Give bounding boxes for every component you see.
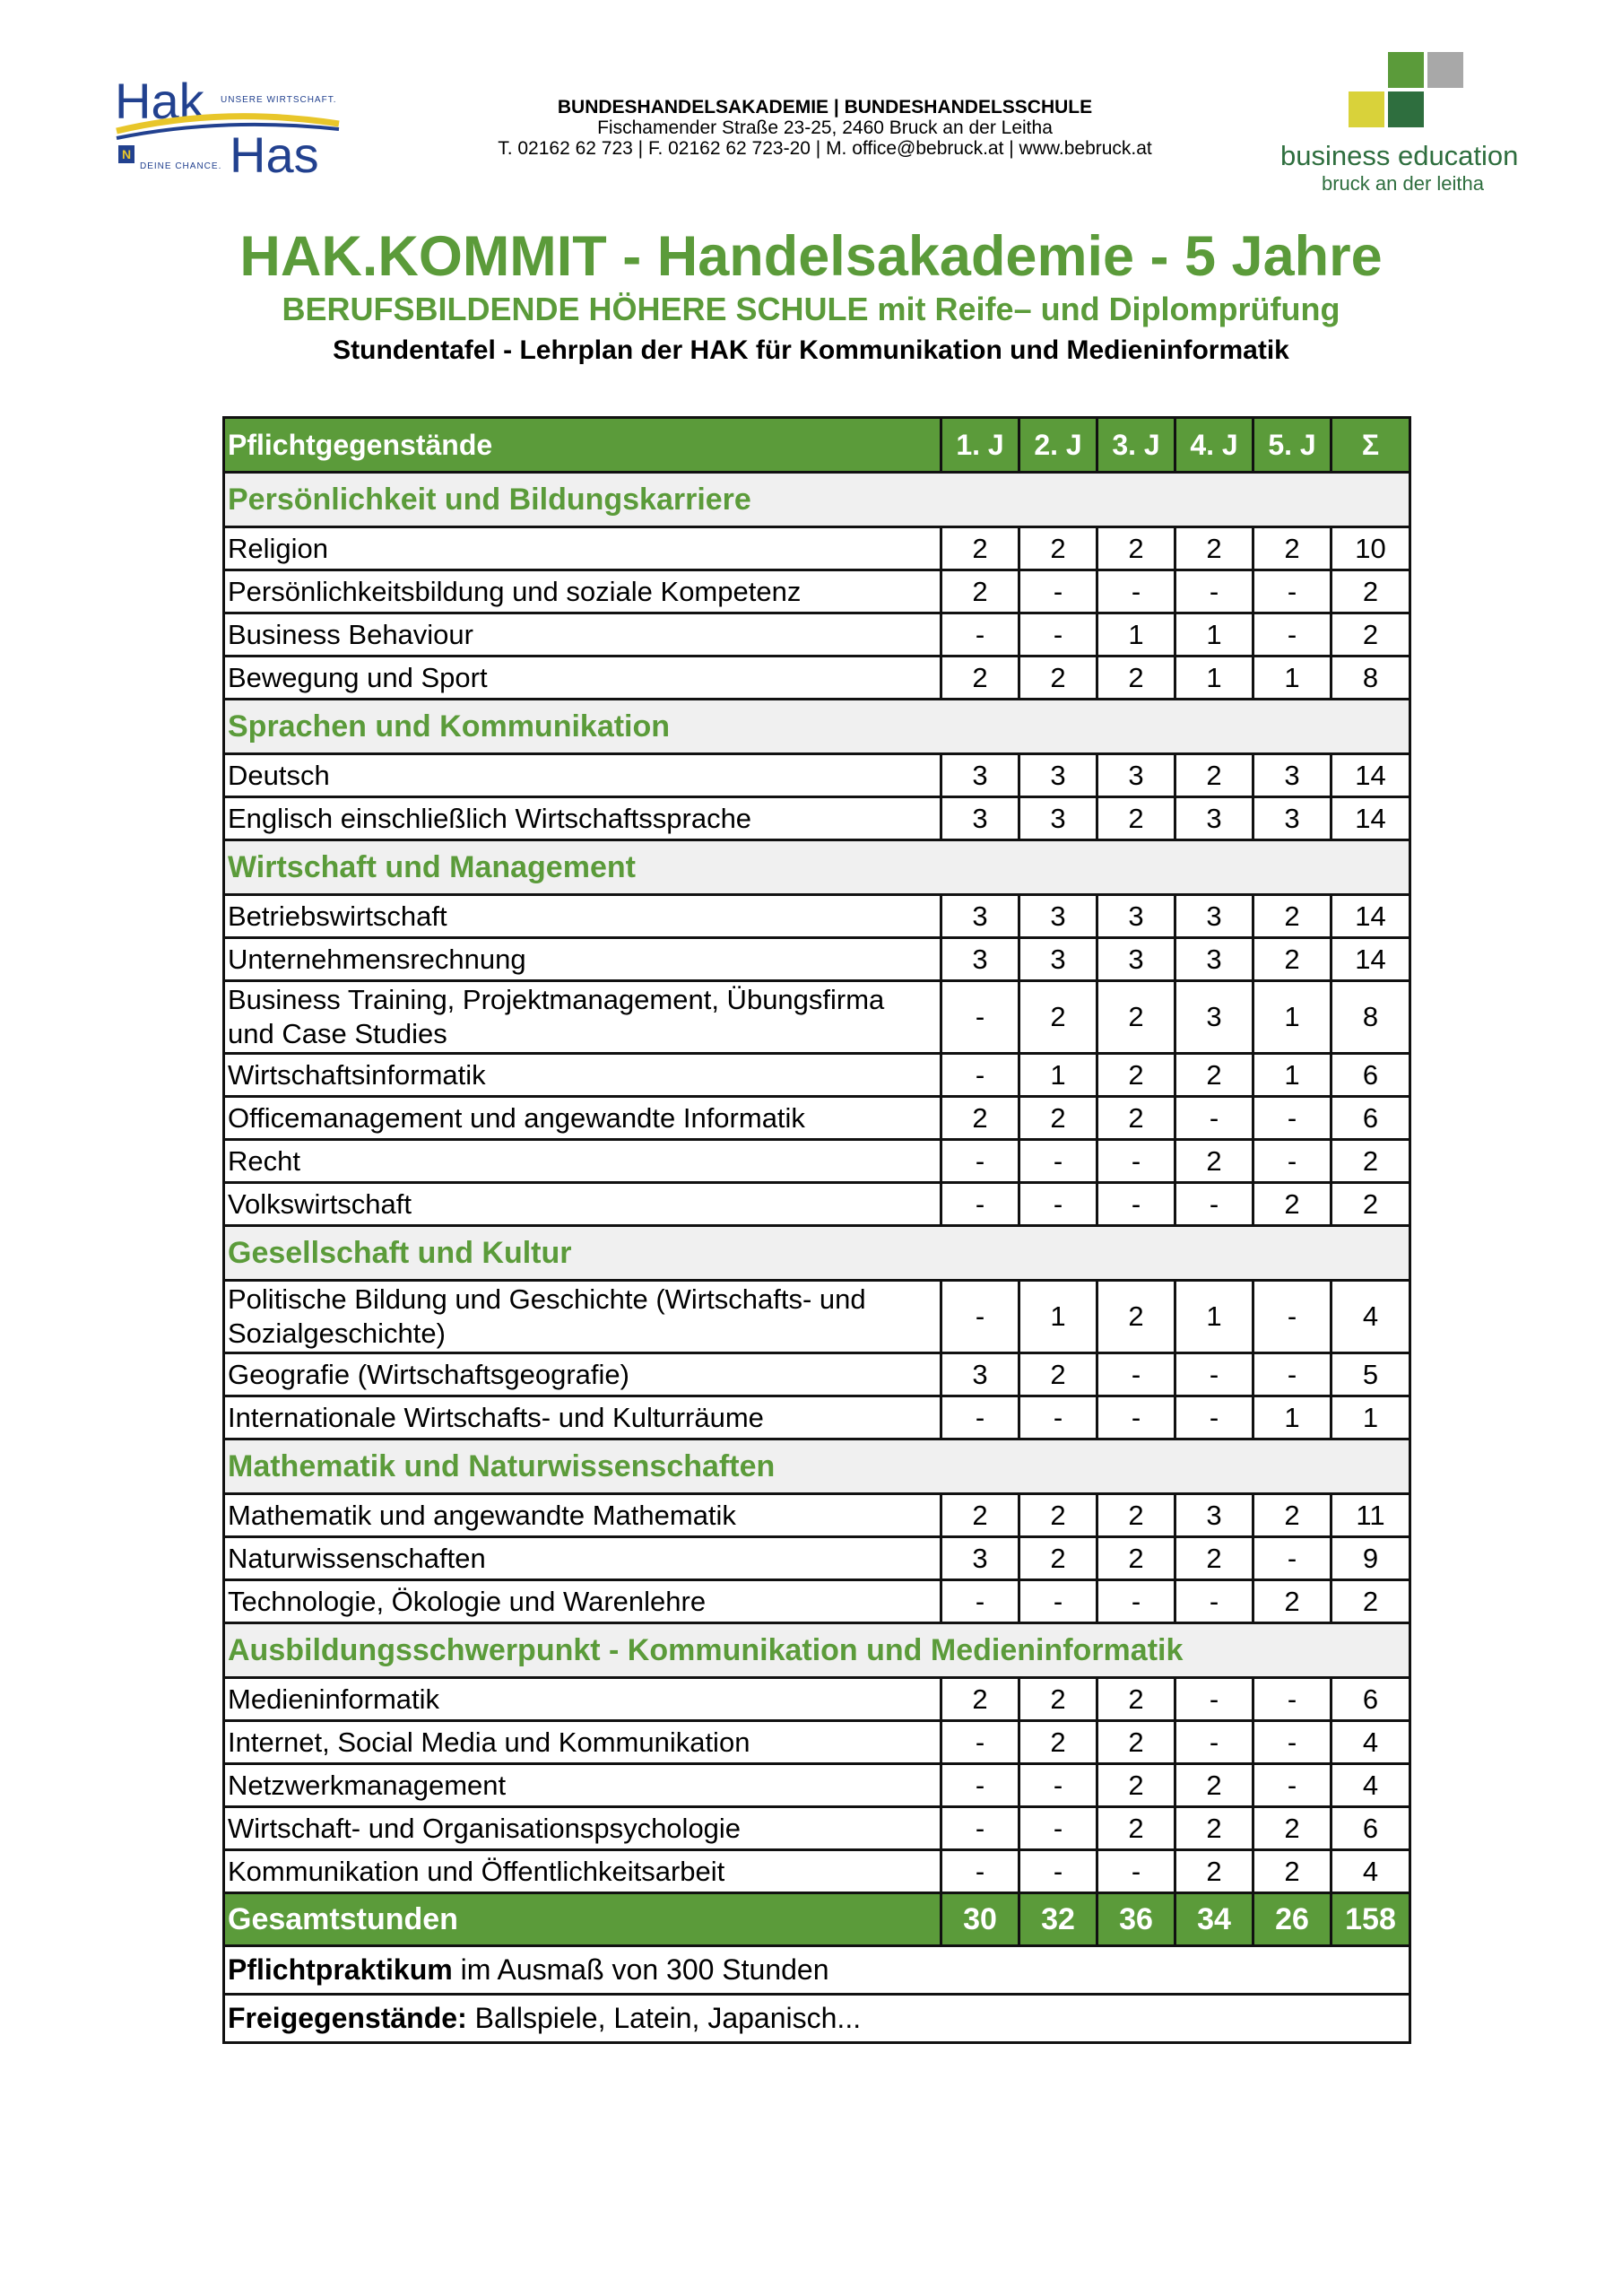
school-contact: T. 02162 62 723 | F. 02162 62 723-20 | M. office@bebruck.at | www.bebruck.at (498, 138, 1152, 159)
section-title: Ausbildungsschwerpunkt - Kommunikation und Medieninformatik (224, 1623, 1410, 1678)
subject-hours: 3 (1175, 981, 1253, 1054)
note-text: im Ausmaß von 300 Stunden (452, 1953, 829, 1986)
subject-hours: 2 (1019, 527, 1097, 570)
subject-hours: 2 (941, 657, 1019, 700)
section-title: Gesellschaft und Kultur (224, 1226, 1410, 1281)
subject-hours: - (941, 1721, 1019, 1764)
subject-name: Business Behaviour (224, 613, 941, 657)
subject-hours: - (1097, 1396, 1175, 1439)
note-cell (224, 1995, 1410, 2043)
subject-sum: 2 (1331, 1140, 1410, 1183)
subject-hours: 2 (1175, 527, 1253, 570)
subject-sum: 2 (1331, 613, 1410, 657)
subject-hours: 2 (1097, 1764, 1175, 1807)
subject-hours: 2 (1097, 981, 1175, 1054)
section-title: Mathematik und Naturwissenschaften (224, 1439, 1410, 1494)
logo-has-text: Has (230, 126, 319, 179)
subject-hours: - (1253, 1764, 1331, 1807)
subject-hours: 2 (1097, 1537, 1175, 1580)
subject-hours: - (1019, 1140, 1097, 1183)
subject-hours: - (1253, 1537, 1331, 1580)
subject-hours: 1 (1253, 1054, 1331, 1097)
subject-hours: 2 (1253, 1850, 1331, 1893)
subject-hours: - (1253, 613, 1331, 657)
note-text: Ballspiele, Latein, Japanisch... (466, 2002, 862, 2034)
subject-row (224, 1281, 1410, 1353)
subject-hours: - (1019, 1764, 1097, 1807)
subject-hours: 1 (1175, 1281, 1253, 1353)
curriculum-table-body (224, 418, 1410, 2043)
subject-hours: 1 (1097, 613, 1175, 657)
subject-sum: 9 (1331, 1537, 1410, 1580)
subject-hours: 3 (1175, 797, 1253, 840)
note-label: Freigegenstände: (228, 2002, 467, 2034)
subject-name: Kommunikation und Öffentlichkeitsarbeit (224, 1850, 941, 1893)
subject-hours: 2 (941, 1678, 1019, 1721)
subject-sum: 2 (1331, 1580, 1410, 1623)
subject-hours: 1 (1175, 613, 1253, 657)
subject-hours: 3 (941, 1353, 1019, 1396)
subject-sum: 4 (1331, 1281, 1410, 1353)
subject-name: Geografie (Wirtschaftsgeografie) (224, 1353, 941, 1396)
subject-row (224, 657, 1410, 700)
subject-row (224, 1353, 1410, 1396)
subject-name: Persönlichkeitsbildung und soziale Kompetenz (224, 570, 941, 613)
subject-row (224, 1807, 1410, 1850)
subject-hours: 2 (1019, 1353, 1097, 1396)
total-row (224, 1893, 1410, 1946)
school-name: BUNDESHANDELSAKADEMIE | BUNDESHANDELSSCHULE (557, 97, 1093, 117)
total-label: Gesamtstunden (224, 1893, 941, 1946)
subject-hours: 3 (941, 895, 1019, 938)
subject-hours: - (941, 1140, 1019, 1183)
subject-hours: 1 (1175, 657, 1253, 700)
subject-sum: 8 (1331, 657, 1410, 700)
subject-hours: 3 (1019, 754, 1097, 797)
total-hours: 30 (941, 1893, 1019, 1946)
subject-hours: - (941, 613, 1019, 657)
header-cell-year5: 5. J (1253, 418, 1331, 473)
subject-hours: 3 (1097, 895, 1175, 938)
subject-hours: - (1253, 1281, 1331, 1353)
subject-hours: 3 (1175, 1494, 1253, 1537)
subject-name: Naturwissenschaften (224, 1537, 941, 1580)
subject-hours: 1 (1253, 981, 1331, 1054)
subject-hours: - (1175, 1353, 1253, 1396)
subject-hours: 2 (1019, 1537, 1097, 1580)
section-header-row (224, 840, 1410, 895)
subject-hours: 3 (1175, 895, 1253, 938)
subject-name: Deutsch (224, 754, 941, 797)
subject-sum: 6 (1331, 1054, 1410, 1097)
table-header-row (224, 418, 1410, 473)
subject-name: Englisch einschließlich Wirtschaftssprache (224, 797, 941, 840)
subject-hours: 2 (1097, 1097, 1175, 1140)
subject-name: Mathematik und angewandte Mathematik (224, 1494, 941, 1537)
subject-hours: - (941, 1054, 1019, 1097)
section-header-row (224, 700, 1410, 754)
subject-hours: - (1019, 570, 1097, 613)
subject-hours: 3 (1019, 797, 1097, 840)
note-row (224, 1946, 1410, 1995)
total-hours: 32 (1019, 1893, 1097, 1946)
subject-hours: 2 (1175, 1807, 1253, 1850)
subject-sum: 14 (1331, 797, 1410, 840)
subject-hours: 3 (941, 754, 1019, 797)
section-header-row (224, 1623, 1410, 1678)
subject-hours: - (941, 1183, 1019, 1226)
subject-hours: - (1097, 1140, 1175, 1183)
subject-row (224, 1140, 1410, 1183)
note-cell (224, 1946, 1410, 1995)
subject-hours: - (1019, 613, 1097, 657)
total-hours: 26 (1253, 1893, 1331, 1946)
subject-name: Betriebswirtschaft (224, 895, 941, 938)
section-title: Wirtschaft und Management (224, 840, 1410, 895)
subject-hours: 2 (1019, 981, 1097, 1054)
logo-square-yellow (1349, 91, 1384, 127)
subject-hours: - (1175, 1678, 1253, 1721)
business-education-logo (1271, 52, 1549, 196)
subject-name: Bewegung und Sport (224, 657, 941, 700)
subject-hours: 2 (1253, 895, 1331, 938)
header-cell-sum: Σ (1331, 418, 1410, 473)
logo-bruck-text: bruck an der leitha (1322, 172, 1484, 195)
subject-hours: - (1253, 1721, 1331, 1764)
subject-hours: - (1175, 570, 1253, 613)
subject-hours: 2 (1097, 657, 1175, 700)
page-description: Stundentafel - Lehrplan der HAK für Kommunikation und Medieninformatik (333, 335, 1289, 365)
subject-sum: 6 (1331, 1097, 1410, 1140)
subject-hours: 1 (1253, 1396, 1331, 1439)
subject-hours: 2 (1175, 1850, 1253, 1893)
subject-row (224, 1494, 1410, 1537)
subject-hours: 2 (1097, 1678, 1175, 1721)
subject-hours: 3 (1175, 938, 1253, 981)
subject-hours: - (1097, 1580, 1175, 1623)
subject-hours: - (1175, 1396, 1253, 1439)
subject-hours: 2 (941, 1097, 1019, 1140)
subject-hours: 3 (1019, 895, 1097, 938)
subject-hours: - (1097, 1850, 1175, 1893)
subject-name: Business Training, Projektmanagement, Übungsfirma und Case Studies (224, 981, 941, 1054)
subject-name: Recht (224, 1140, 941, 1183)
subject-sum: 6 (1331, 1678, 1410, 1721)
subject-hours: 2 (1019, 1678, 1097, 1721)
subject-hours: - (1253, 1140, 1331, 1183)
subject-hours: - (1253, 570, 1331, 613)
subject-hours: - (941, 1580, 1019, 1623)
hak-has-logo (115, 72, 348, 179)
section-title: Sprachen und Kommunikation (224, 700, 1410, 754)
subject-hours: 2 (1019, 657, 1097, 700)
subject-hours: 2 (941, 1494, 1019, 1537)
subject-hours: - (1019, 1580, 1097, 1623)
logo-square-darkgreen (1388, 91, 1424, 127)
note-label: Pflichtpraktikum (228, 1953, 453, 1986)
subject-row (224, 1850, 1410, 1893)
section-header-row (224, 1226, 1410, 1281)
subject-hours: 3 (1253, 754, 1331, 797)
subject-sum: 14 (1331, 938, 1410, 981)
subject-sum: 4 (1331, 1764, 1410, 1807)
subject-hours: 2 (1019, 1097, 1097, 1140)
subject-hours: 2 (1253, 527, 1331, 570)
subject-hours: 1 (1019, 1054, 1097, 1097)
header-cell-subject: Pflichtgegenstände (224, 418, 941, 473)
subject-row (224, 1721, 1410, 1764)
subject-row (224, 1183, 1410, 1226)
subject-hours: - (941, 1850, 1019, 1893)
subject-hours: 2 (1097, 1054, 1175, 1097)
subject-hours: - (1097, 1353, 1175, 1396)
subject-name: Technologie, Ökologie und Warenlehre (224, 1580, 941, 1623)
subject-hours: 2 (1097, 1807, 1175, 1850)
subject-hours: - (941, 1281, 1019, 1353)
subject-row (224, 1537, 1410, 1580)
subject-hours: 2 (1175, 1537, 1253, 1580)
section-header-row (224, 473, 1410, 527)
subject-sum: 4 (1331, 1850, 1410, 1893)
subject-sum: 1 (1331, 1396, 1410, 1439)
subject-sum: 10 (1331, 527, 1410, 570)
subject-hours: 2 (1253, 1494, 1331, 1537)
subject-row (224, 938, 1410, 981)
subject-row (224, 527, 1410, 570)
subject-row (224, 613, 1410, 657)
subject-hours: 2 (1253, 1807, 1331, 1850)
subject-hours: - (1253, 1097, 1331, 1140)
subject-name: Medieninformatik (224, 1678, 941, 1721)
subject-hours: - (1019, 1183, 1097, 1226)
total-hours: 34 (1175, 1893, 1253, 1946)
subject-sum: 14 (1331, 895, 1410, 938)
subject-hours: - (1253, 1353, 1331, 1396)
subject-name: Officemanagement und angewandte Informatik (224, 1097, 941, 1140)
subject-row (224, 1054, 1410, 1097)
subject-sum: 2 (1331, 570, 1410, 613)
subject-sum: 11 (1331, 1494, 1410, 1537)
logo-hak-text: Hak (115, 73, 204, 129)
subject-name: Unternehmensrechnung (224, 938, 941, 981)
logo-slogan-bottom: DEINE CHANCE. (140, 161, 222, 171)
total-sum: 158 (1331, 1893, 1410, 1946)
logo-badge-letter: N (122, 147, 132, 161)
subject-hours: - (1175, 1097, 1253, 1140)
subject-hours: 2 (1019, 1494, 1097, 1537)
subject-sum: 8 (1331, 981, 1410, 1054)
subject-name: Politische Bildung und Geschichte (Wirtschafts- und Sozialgeschichte) (224, 1281, 941, 1353)
subject-hours: 2 (1097, 527, 1175, 570)
subject-name: Wirtschaft- und Organisationspsychologie (224, 1807, 941, 1850)
subject-hours: - (941, 1764, 1019, 1807)
subject-hours: - (1019, 1850, 1097, 1893)
subject-hours: 1 (1253, 657, 1331, 700)
page-subtitle: BERUFSBILDENDE HÖHERE SCHULE mit Reife– und Diplomprüfung (282, 291, 1340, 327)
header-cell-year1: 1. J (941, 418, 1019, 473)
subject-row (224, 754, 1410, 797)
subject-hours: - (1175, 1721, 1253, 1764)
subject-row (224, 570, 1410, 613)
subject-hours: 3 (941, 1537, 1019, 1580)
subject-sum: 2 (1331, 1183, 1410, 1226)
logo-slogan-top: UNSERE WIRTSCHAFT. (221, 95, 337, 105)
subject-hours: 2 (941, 570, 1019, 613)
logo-square-green (1388, 52, 1424, 88)
subject-name: Internet, Social Media und Kommunikation (224, 1721, 941, 1764)
subject-hours: - (1019, 1396, 1097, 1439)
subject-row (224, 1580, 1410, 1623)
header-cell-year3: 3. J (1097, 418, 1175, 473)
subject-hours: 2 (1175, 1764, 1253, 1807)
subject-name: Internationale Wirtschafts- und Kulturräume (224, 1396, 941, 1439)
subject-hours: 2 (1097, 797, 1175, 840)
subject-hours: 2 (1175, 1054, 1253, 1097)
subject-row (224, 797, 1410, 840)
subject-name: Religion (224, 527, 941, 570)
subject-hours: - (1253, 1678, 1331, 1721)
subject-hours: - (941, 981, 1019, 1054)
subject-hours: 3 (941, 938, 1019, 981)
subject-hours: - (1097, 1183, 1175, 1226)
subject-hours: - (1175, 1183, 1253, 1226)
subject-row (224, 1678, 1410, 1721)
subject-hours: 3 (1097, 938, 1175, 981)
subject-hours: 2 (941, 527, 1019, 570)
subject-sum: 14 (1331, 754, 1410, 797)
subject-name: Netzwerkmanagement (224, 1764, 941, 1807)
subject-hours: - (1097, 570, 1175, 613)
subject-row (224, 1097, 1410, 1140)
subject-row (224, 1396, 1410, 1439)
school-address: Fischamender Straße 23-25, 2460 Bruck an der Leitha (597, 117, 1053, 138)
subject-row (224, 1764, 1410, 1807)
logo-business-education-text: business education (1280, 140, 1519, 171)
subject-hours: 2 (1097, 1281, 1175, 1353)
subject-hours: 2 (1253, 1580, 1331, 1623)
curriculum-table (222, 416, 1411, 2044)
subject-hours: - (941, 1807, 1019, 1850)
subject-name: Wirtschaftsinformatik (224, 1054, 941, 1097)
title-block (0, 224, 1622, 371)
subject-hours: 3 (941, 797, 1019, 840)
section-title: Persönlichkeit und Bildungskarriere (224, 473, 1410, 527)
subject-hours: 2 (1175, 1140, 1253, 1183)
page-title: HAK.KOMMIT - Handelsakademie - 5 Jahre (239, 225, 1383, 288)
subject-hours: - (1175, 1580, 1253, 1623)
note-row (224, 1995, 1410, 2043)
section-header-row (224, 1439, 1410, 1494)
subject-hours: 2 (1253, 1183, 1331, 1226)
subject-sum: 4 (1331, 1721, 1410, 1764)
total-hours: 36 (1097, 1893, 1175, 1946)
subject-hours: - (1019, 1807, 1097, 1850)
subject-row (224, 895, 1410, 938)
header-cell-year4: 4. J (1175, 418, 1253, 473)
subject-hours: 3 (1019, 938, 1097, 981)
subject-hours: 2 (1097, 1494, 1175, 1537)
subject-hours: 2 (1097, 1721, 1175, 1764)
subject-name: Volkswirtschaft (224, 1183, 941, 1226)
subject-sum: 6 (1331, 1807, 1410, 1850)
subject-hours: 2 (1253, 938, 1331, 981)
subject-hours: - (941, 1396, 1019, 1439)
subject-hours: 1 (1019, 1281, 1097, 1353)
subject-row (224, 981, 1410, 1054)
subject-hours: 3 (1253, 797, 1331, 840)
logo-square-grey (1427, 52, 1463, 88)
subject-sum: 5 (1331, 1353, 1410, 1396)
subject-hours: 2 (1019, 1721, 1097, 1764)
subject-hours: 2 (1175, 754, 1253, 797)
header-cell-year2: 2. J (1019, 418, 1097, 473)
subject-hours: 3 (1097, 754, 1175, 797)
school-address-block (395, 97, 1255, 159)
